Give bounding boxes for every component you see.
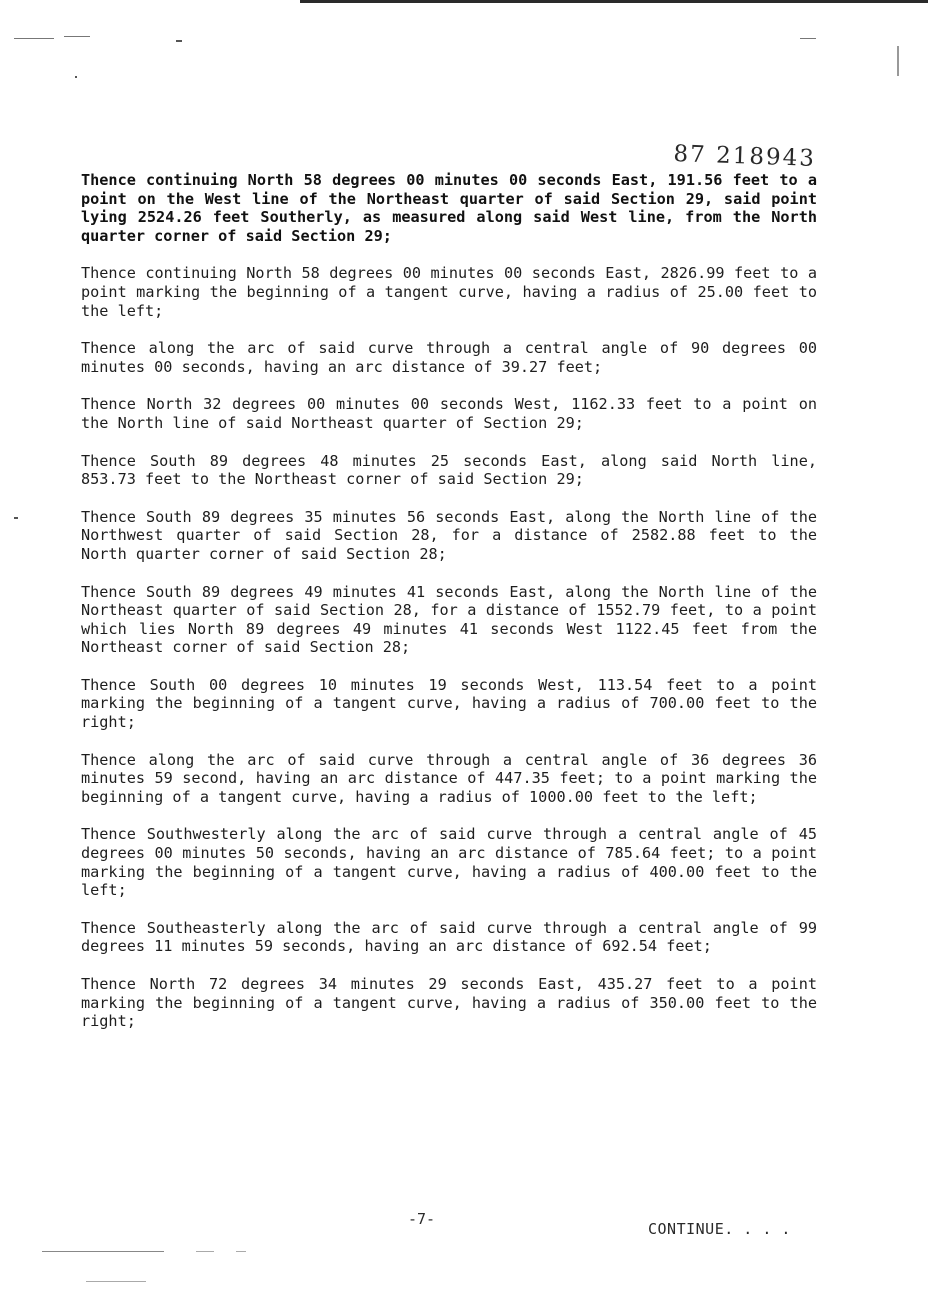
paragraph: Thence North 72 degrees 34 minutes 29 seconds East, 435.27 feet to a point marking the beginning of a tangent curve, having a radius of 350.00 feet to the right; [81,975,817,1031]
paragraph: Thence along the arc of said curve through a central angle of 90 degrees 00 minutes 00 seconds, having an arc distance of 39.27 feet; [81,339,817,376]
legal-description [81,171,817,1050]
scan-mark [14,517,18,519]
scan-mark [176,40,182,42]
paragraph: Thence along the arc of said curve through a central angle of 36 degrees 36 minutes 59 second, having an arc distance of 447.35 feet; to a point marking the beginning of a tangent curve, having a radius of 1000.00 feet to the left; [81,750,817,806]
paragraph: Thence South 89 degrees 48 minutes 25 seconds East, along said North line, 853.73 feet to the Northeast corner of said Section 29; [81,451,817,489]
recording-number: 87 218943 [673,141,817,172]
scan-mark [14,38,54,39]
paragraph: Thence continuing North 58 degrees 00 minutes 00 seconds East, 2826.99 feet to a point marking the beginning of a tangent curve, having a radius of 25.00 feet to the left; [81,264,817,320]
paragraph: Thence continuing North 58 degrees 00 minutes 00 seconds East, 191.56 feet to a point on the West line of the Northeast quarter of said Section 29, said point lying 2524.26 feet Southerly, as measured along said West line, from the North quarter corner of said Section 29; [81,171,817,245]
scan-mark [196,1251,214,1252]
scan-mark [75,76,77,78]
page-number: -7- [408,1210,436,1228]
paragraph: Thence North 32 degrees 00 minutes 00 seconds West, 1162.33 feet to a point on the North line of said Northeast quarter of Section 29; [81,395,817,432]
scan-top-edge [300,0,928,3]
paragraph: Thence Southwesterly along the arc of said curve through a central angle of 45 degrees 00 minutes 50 seconds, having an arc distance of 785.64 feet; to a point marking the beginning of a tangent curve, having a radius of 400.00 feet to the left; [81,825,817,900]
scan-mark [236,1251,246,1252]
scan-mark [64,36,90,37]
scan-mark [42,1251,164,1252]
paragraph: Thence South 89 degrees 35 minutes 56 seconds East, along the North line of the Northwest quarter of said Section 28, for a distance of 2582.88 feet to the North quarter corner of said Section 28; [81,507,817,563]
scan-mark [897,46,899,76]
paragraph: Thence South 00 degrees 10 minutes 19 seconds West, 113.54 feet to a point marking the beginning of a tangent curve, having a radius of 700.00 feet to the right; [81,675,817,732]
scan-mark [800,38,816,39]
scan-mark [86,1281,146,1282]
paragraph: Thence South 89 degrees 49 minutes 41 seconds East, along the North line of the Northeast quarter of said Section 28, for a distance of 1552.79 feet, to a point which lies North 89 degrees 49 minutes 41 seconds West 1122.45 feet from the Northeast corner of said Section 28; [81,582,817,657]
paragraph: Thence Southeasterly along the arc of said curve through a central angle of 99 degrees 11 minutes 59 seconds, having an arc distance of 692.54 feet; [81,918,817,956]
continue-label: CONTINUE. . . . [648,1220,791,1238]
